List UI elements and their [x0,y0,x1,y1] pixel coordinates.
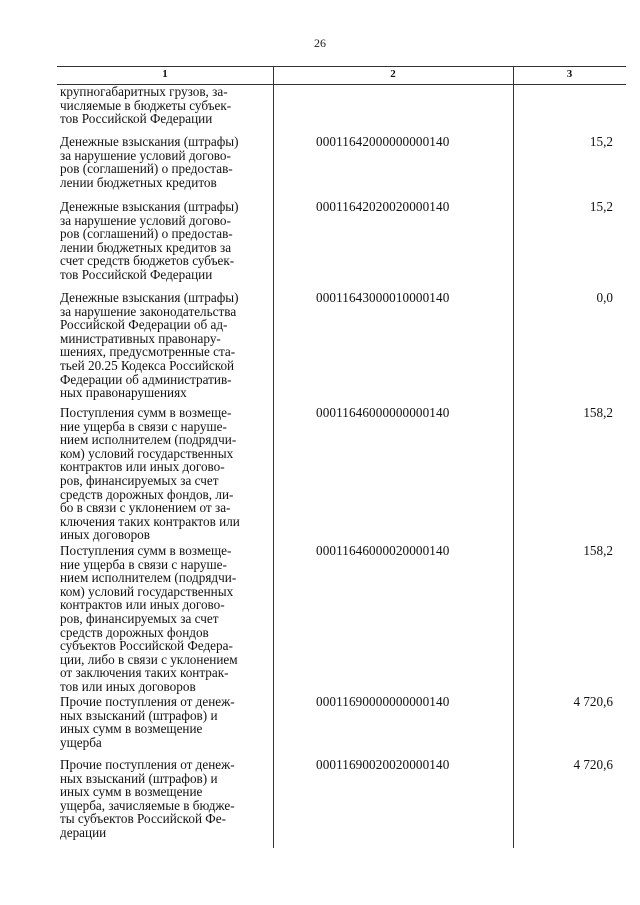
column-header-3: 3 [566,68,573,80]
row-value: 4 720,6 [573,757,613,772]
row-code: 00011646000020000140 [316,543,450,558]
row-value: 15,2 [589,134,613,149]
row-code: 00011642000000000140 [316,134,450,149]
page-number: 26 [314,36,326,50]
column-divider [513,66,514,848]
row-value: 158,2 [583,405,613,420]
row-description: крупногабаритных грузов, за- числяемые в бюджеты субъек- тов Российской Федерации [60,84,232,127]
row-code: 00011690000000000140 [316,694,450,709]
table-header [57,66,626,85]
column-divider [273,66,274,848]
row-value: 158,2 [583,543,613,558]
row-value: 4 720,6 [573,694,613,709]
row-description: Денежные взыскания (штрафы) за нарушение условий догово- ров (соглашений) о предостав- лении бюджетных кредитов [60,134,239,190]
row-code: 00011643000010000140 [316,290,450,305]
row-description: Денежные взыскания (штрафы) за нарушение законодательства Российской Федерации об ад- министративных правонару- шениях, предусмотренные ста- тьей 20.25 Кодекса Российской Федерации об административ- ных правонарушениях [60,290,239,401]
row-description: Прочие поступления от денеж- ных взысканий (штрафов) и иных сумм в возмещение ущерба, зачисляемые в бюдже- ты субъектов Российской Фе- дерации [60,757,235,840]
row-description: Прочие поступления от денеж- ных взысканий (штрафов) и иных сумм в возмещение ущерба [60,694,235,750]
row-value: 0,0 [596,290,613,305]
column-header-2: 2 [390,68,396,80]
row-value: 15,2 [589,199,613,214]
row-description: Поступления сумм в возмеще- ние ущерба в связи с наруше- нием исполнителем (подрядчи- ком) условий государственных контрактов или иных догово- ров, финансируемых за счет средств дорожных фондов, ли- бо в связи с уклонением от за- ключения таких контрактов или иных договоров [60,405,240,543]
column-header-1: 1 [162,68,168,80]
row-code: 00011642020020000140 [316,199,450,214]
row-code: 00011690020020000140 [316,757,450,772]
row-code: 00011646000000000140 [316,405,450,420]
row-description: Денежные взыскания (штрафы) за нарушение условий догово- ров (соглашений) о предостав- лении бюджетных кредитов за счет средств бюджетов субъек- тов Российской Федерации [60,199,239,282]
revenue-table [57,66,626,848]
row-description: Поступления сумм в возмеще- ние ущерба в связи с наруше- нием исполнителем (подрядчи- ком) условий государственных контрактов или иных догово- ров, финансируемых за счет средств дорожных фондов субъектов Российской Федера- ции, либо в связи с уклонением от заключения таких контрак- тов или иных договоров [60,543,238,694]
